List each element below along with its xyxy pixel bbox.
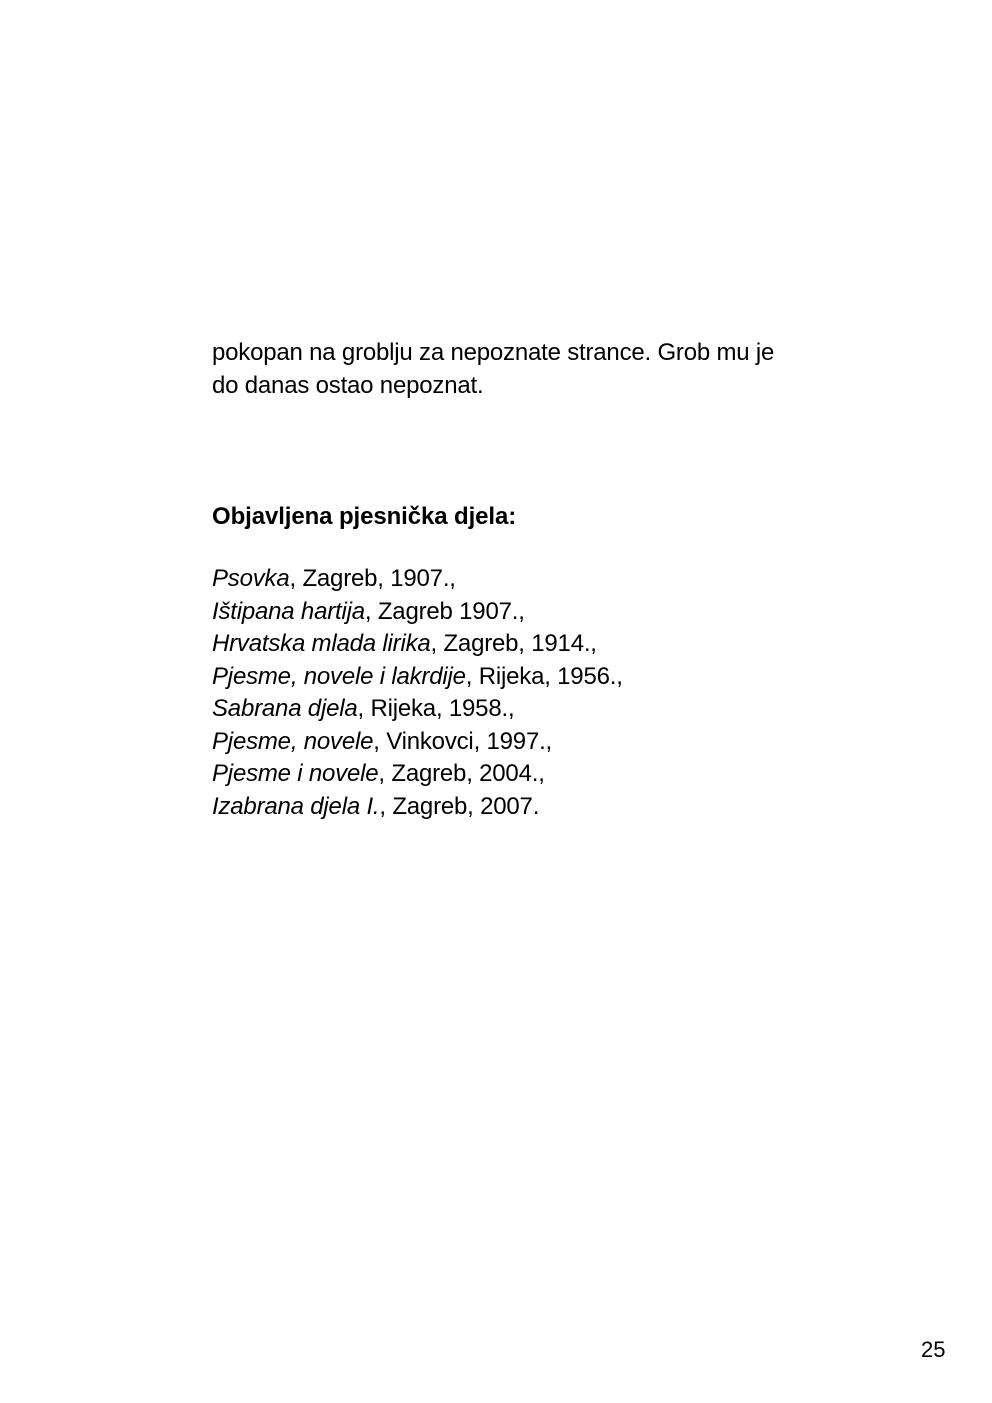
work-title: Psovka	[212, 565, 290, 592]
section-heading: Objavljena pjesnička djela:	[212, 503, 517, 530]
work-details: , Zagreb, 1907.,	[289, 565, 456, 592]
list-item	[212, 758, 623, 791]
list-item	[212, 693, 623, 726]
work-details: , Zagreb 1907.,	[364, 597, 525, 625]
work-title: Pjesme, novele	[212, 727, 374, 755]
paragraph-line-2: do danas ostao nepoznat.	[212, 372, 484, 399]
work-details: , Zagreb, 2004.,	[378, 760, 545, 787]
work-details: , Vinkovci, 1997.,	[373, 727, 553, 755]
work-title: Pjesme i novele	[212, 760, 379, 787]
work-title: Ištipana hartija	[212, 597, 365, 625]
list-item	[212, 726, 623, 759]
list-item	[212, 563, 623, 596]
list-item	[212, 596, 623, 629]
work-title: Sabrana djela	[212, 695, 358, 722]
list-item	[212, 628, 623, 661]
published-works-list	[212, 563, 623, 823]
paragraph-line-1: pokopan na groblju za nepoznate strance. Grob mu je	[212, 339, 775, 366]
work-details: , Rijeka, 1956.,	[465, 662, 623, 690]
work-title: Pjesme, novele i lakrdije	[212, 662, 466, 690]
list-item	[212, 661, 623, 694]
page-number: 25	[921, 1337, 946, 1362]
body-paragraph	[212, 336, 892, 402]
work-details: , Rijeka, 1958.,	[357, 695, 515, 722]
work-title: Hrvatska mlada lirika	[212, 630, 431, 657]
work-title: Izabrana djela I.	[212, 792, 380, 820]
list-item	[212, 791, 623, 824]
work-details: , Zagreb, 2007.	[379, 792, 540, 820]
work-details: , Zagreb, 1914.,	[430, 630, 597, 657]
